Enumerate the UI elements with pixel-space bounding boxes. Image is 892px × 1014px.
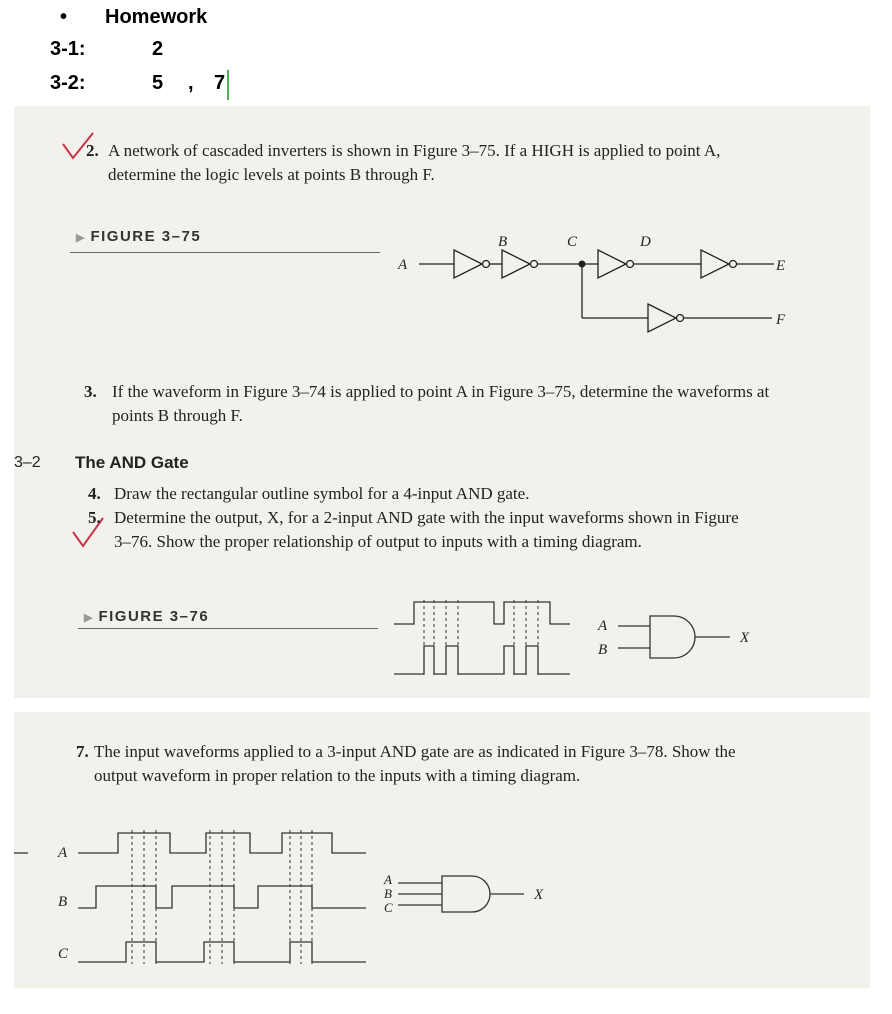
problem-2-line1: A network of cascaded inverters is shown in Figure 3–75. If a HIGH is applied to point A, xyxy=(108,141,721,160)
gate-input-b-label: B xyxy=(598,642,608,658)
row1-value: 2 xyxy=(152,38,164,60)
problem-5-number: 5. xyxy=(88,508,101,527)
problem-7-line1: The input waveforms applied to a 3-input AND gate are as indicated in Figure 3–78. Show the xyxy=(94,742,736,761)
row2-value-b: 7 xyxy=(214,72,226,94)
header-bullet: • xyxy=(60,6,68,28)
point-d-label: D xyxy=(640,234,651,250)
row2-separator: , xyxy=(188,72,194,94)
problem-4-line1: Draw the rectangular outline symbol for a 4-input AND gate. xyxy=(114,484,530,503)
gate-output-x-label: X xyxy=(534,887,544,903)
figure-3-76-label: ▶ FIGURE 3–76 xyxy=(84,608,210,625)
figure-3-78-diagram xyxy=(14,712,870,988)
point-e-label: E xyxy=(776,258,786,274)
gate-input-c-label: C xyxy=(384,900,393,915)
row2-value-a: 5 xyxy=(152,72,164,94)
text-cursor xyxy=(227,70,229,100)
section-title: The AND Gate xyxy=(75,453,189,472)
row2-label: 3-2: xyxy=(50,72,86,94)
header-title: Homework xyxy=(105,6,208,28)
wave-a-label: A xyxy=(58,845,68,861)
problem-2-line2: determine the logic levels at points B through F. xyxy=(108,165,435,184)
textbook-photo-2 xyxy=(14,712,870,988)
problem-3-line1: If the waveform in Figure 3–74 is applied to point A in Figure 3–75, determine the waveforms at xyxy=(112,382,770,401)
wave-b-label: B xyxy=(58,894,68,910)
figure-3-76-diagram xyxy=(14,106,870,698)
wave-c-label: C xyxy=(58,946,69,962)
problem-7-number: 7. xyxy=(76,742,89,761)
problem-3-line2: points B through F. xyxy=(112,406,243,425)
row1-label: 3-1: xyxy=(50,38,86,60)
triangle-icon: ▶ xyxy=(76,232,85,244)
gate-output-x-label: X xyxy=(740,630,750,646)
problem-4-number: 4. xyxy=(88,484,101,503)
point-c-label: C xyxy=(567,234,578,250)
problem-5-line2: 3–76. Show the proper relationship of output to inputs with a timing diagram. xyxy=(114,532,642,551)
triangle-icon: ▶ xyxy=(84,612,93,624)
problem-7-line2: output waveform in proper relation to the inputs with a timing diagram. xyxy=(94,766,581,785)
gate-input-b-label: B xyxy=(384,886,392,901)
problem-2-number: 2. xyxy=(86,141,99,160)
problem-3-number: 3. xyxy=(84,382,97,401)
point-f-label: F xyxy=(776,312,786,328)
figure-3-75-label: ▶ FIGURE 3–75 xyxy=(76,228,202,245)
textbook-photo-1 xyxy=(14,106,870,698)
problem-5-line1: Determine the output, X, for a 2-input AND gate with the input waveforms shown in Figure xyxy=(114,508,739,527)
point-a-label: A xyxy=(398,257,408,273)
point-b-label: B xyxy=(498,234,508,250)
gate-input-a-label: A xyxy=(384,872,392,887)
section-number: 3–2 xyxy=(14,454,41,471)
gate-input-a-label: A xyxy=(598,618,608,634)
